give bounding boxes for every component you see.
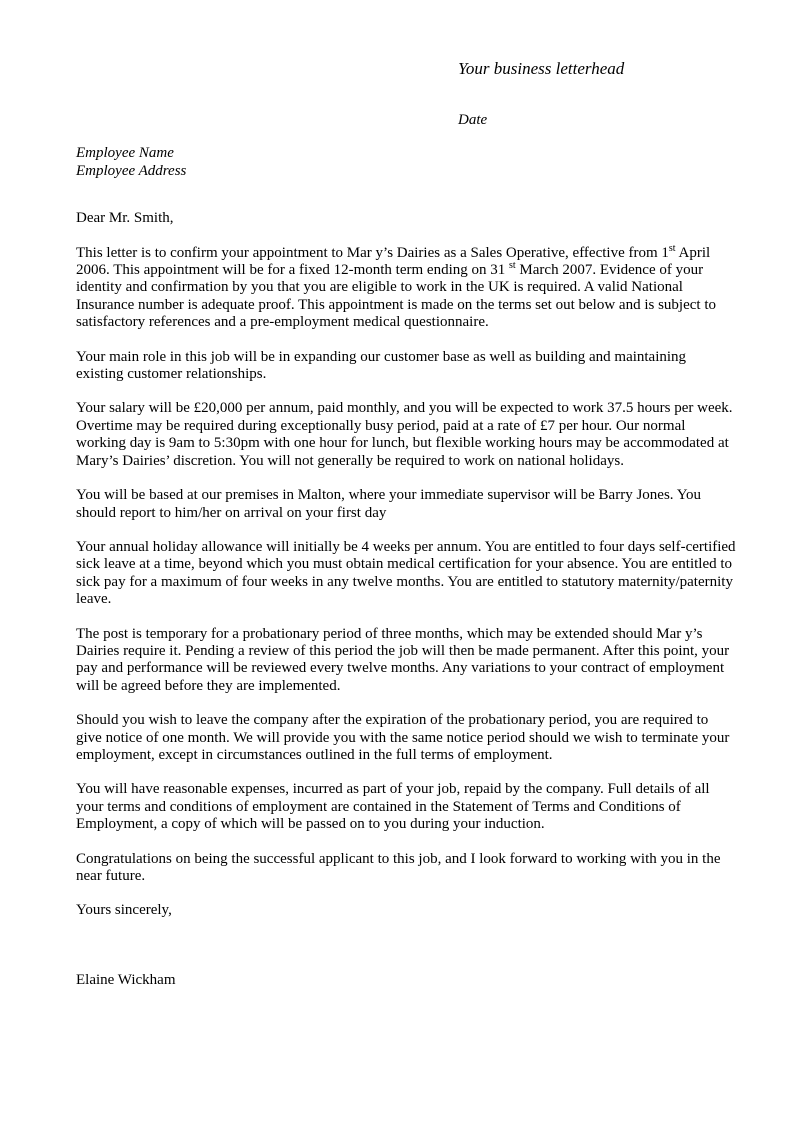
paragraph-expenses: You will have reasonable expenses, incurred as part of your job, repaid by the company. Full details of all your terms and conditions of employment are contained in the Statement of Terms and Conditions of Employment, a copy of which will be passed on to you during your induction. [76, 781, 710, 833]
paragraph-appointment [76, 242, 736, 332]
ordinal-superscript: st [668, 242, 676, 254]
paragraph-congratulations: Congratulations on being the successful applicant to this job, and I look forward to working with you in the near future. [76, 850, 721, 884]
paragraph-location: You will be based at our premises in Malton, where your immediate supervisor will be Barry Jones. You should report to him/her on arrival on your first day [76, 487, 702, 521]
closing-valediction: Yours sincerely, [76, 902, 172, 919]
paragraph-role: Your main role in this job will be in expanding our customer base as well as building and maintaining existing customer relationships. [76, 348, 687, 383]
paragraph-text: This letter is to confirm your appointment to Mar y’s Dairies as a Sales Operative, effective from 1 [76, 244, 669, 261]
paragraph-probation: The post is temporary for a probationary period of three months, which may be extended should Mar y’s Dairies require it. Pending a review of this period the job will then be made permanent. After this point, your pay and performance will be reviewed every twelve months. Any variations to your contract of employment will be agreed before they are implemented. [76, 625, 730, 694]
paragraph-text: April 2006. This appointment will be for a fixed 12-month term ending on 31 [76, 244, 711, 279]
date-placeholder: Date [458, 112, 488, 128]
paragraph-holiday: Your annual holiday allowance will initially be 4 weeks per annum. You are entitled to four days self-certified sick leave at a time, beyond which you must obtain medical certification for your absence. You are entitled to sick pay for a maximum of four weeks in any twelve months. You are entitled to statutory maternity/paternity leave. [76, 538, 736, 608]
paragraph-salary: Your salary will be £20,000 per annum, paid monthly, and you will be expected to work 37.5 hours per week. Overtime may be required during exceptionally busy period, paid at a rate of £7 per hour. Our normal working day is 9am to 5:30pm with one hour for lunch, but flexible working hours may be accommodated at Mary’s Dairies’ discretion. You will not generally be required to work on national holidays. [76, 400, 733, 469]
recipient-block [76, 145, 737, 180]
salutation: Dear Mr. Smith, [76, 210, 174, 227]
signature-name: Elaine Wickham [76, 971, 176, 988]
paragraph-text: March 2007. Evidence of your identity and confirmation by you that you are eligible to work in the UK is required. A valid National Insurance number is adequate proof. This appointment is made on the terms set out below and is subject to satisfactory references and a pre-employment medical questionnaire. [76, 262, 716, 331]
paragraph-notice: Should you wish to leave the company after the expiration of the probationary period, you are required to give notice of one month. We will provide you with the same notice period should we wish to terminate your employment, except in circumstances outlined in the full terms of employment. [76, 712, 730, 763]
letterhead-text: Your business letterhead [458, 59, 625, 78]
ordinal-superscript: st [509, 260, 516, 272]
recipient-address: Employee Address [76, 162, 187, 179]
recipient-name: Employee Name [76, 145, 174, 162]
